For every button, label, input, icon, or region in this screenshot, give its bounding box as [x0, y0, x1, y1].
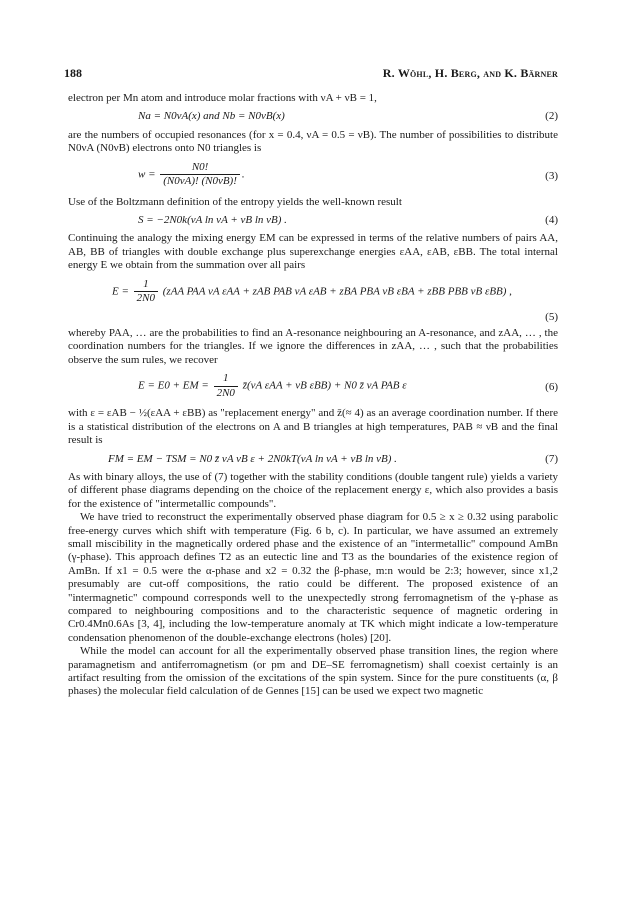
paragraph: As with binary alloys, the use of (7) together with the stability conditions (double tangent rule) yields a variety of different phase diagrams depending on the choice of the replacement energy ε, which also provides a basis for the existence of "intermetallic compounds".: [68, 470, 558, 510]
equation-number: (6): [545, 381, 558, 394]
denominator: (N0νA)! (N0νB)!: [163, 175, 237, 188]
running-authors: R. Wöhl, H. Berg, and K. Bärner: [382, 66, 558, 80]
numerator: 1: [214, 372, 238, 386]
fraction: [214, 372, 238, 400]
equation-4: [68, 214, 558, 227]
numerator: N0!: [160, 161, 240, 175]
equation-2: [68, 110, 558, 123]
equation-number: (7): [545, 452, 558, 465]
fraction: [160, 161, 240, 189]
equation-lhs: w =: [138, 168, 156, 181]
equation-number: (2): [545, 110, 558, 123]
denominator: 2N0: [136, 292, 155, 305]
fraction: [134, 278, 158, 306]
equation-tail: .: [241, 168, 245, 181]
equation-number: (3): [545, 169, 558, 182]
numerator: 1: [134, 278, 158, 292]
paragraph: Use of the Boltzmann definition of the entropy yields the well-known result: [68, 195, 402, 208]
paragraph: While the model can account for all the experimentally observed phase transition lines, the region where paramagnetism and antiferromagnetism (or pm and DE–SE ferromagnetism) shall coexist certainly is an artifact resulting from the omission of the excitations of the spin system. Since for the pure constituents (α, β phases) the molecular field calculation of de Gennes [15] can be used we expect two magnetic: [68, 645, 558, 698]
equation-lhs: E =: [112, 285, 129, 298]
running-header: [64, 66, 558, 82]
equation-number: (4): [545, 214, 558, 227]
equation-body: FM = EM − TSM = N0 z̄ νA νB ε + 2N0kT(νA ln νA + νB ln νB) .: [108, 452, 397, 465]
page-number: 188: [64, 66, 82, 80]
equation-7: [68, 453, 558, 466]
equation-number: (5): [545, 310, 558, 323]
equation-3: [68, 161, 558, 191]
paragraph: with ε = εAB − ½(εAA + εBB) as "replacement energy" and z̄(≈ 4) as an average coordination number. If there is a statistical distribution of the electrons on A and B triangles at high temperatures, PAB ≈ νB and the final result is: [68, 407, 558, 447]
equation-6: [68, 372, 558, 402]
equation-rhs: z̄(νA εAA + νB εBB) + N0 z̄ νA PAB ε: [242, 379, 407, 392]
denominator: 2N0: [216, 386, 235, 399]
paragraph: whereby PAA, … are the probabilities to find an A-resonance neighbouring an A-resonance, and zAA, … , the coordination numbers for the triangles. If we ignore the differences in zAA, … , such that the probabilities observe the sum rules, we recover: [68, 327, 558, 366]
paragraph: electron per Mn atom and introduce molar fractions with νA + νB = 1,: [68, 92, 377, 104]
equation-5: [68, 278, 558, 308]
equation-body: Na = N0νA(x) and Nb = N0νB(x): [138, 110, 285, 123]
body-text: [68, 92, 558, 699]
paragraph: are the numbers of occupied resonances (for x = 0.4, νA = 0.5 = νB). The number of possibilities to distribute N0νA (N0νB) electrons onto N0 triangles is: [68, 128, 558, 155]
paragraph: Continuing the analogy the mixing energy EM can be expressed in terms of the relative numbers of pairs AA, AB, BB of triangles with double exchange plus superexchange energies εAA, εAB, εBB. The total internal energy E we obtain from the summation over all pairs: [68, 232, 558, 272]
equation-rhs: (zAA PAA νA εAA + zAB PAB νA εAB + zBA PBA νB εBA + zBB PBB νB εBB) ,: [162, 285, 512, 298]
equation-lhs: E = E0 + EM =: [138, 379, 209, 392]
paragraph: We have tried to reconstruct the experimentally observed phase diagram for 0.5 ≥ x ≥ 0.32 using parabolic free-energy curves which shift with temperature (Fig. 6 b, c). In particular, we have assumed an extremely small miscibility in the magnetically ordered phase and the existence of an "intermetallic" compound AmBn (γ-phase). This approach defines T2 as an eutectic line and T3 as the boundaries of the existence region of AmBn. If x1 = 0.5 were the α-phase and x2 = 0.32 the β-phase, m:n would be 2:3; however, since x1,2 presumably are cut-off compositions, the ratio could be different. The proposed existence of an "intermagnetic" compound corresponds well to the unexpectedly strong ferromagnetism of the γ-phase as compared to neighbouring compositions and to the characteristic sequence of magnetic ordering in Cr0.4Mn0.6As [3, 4], including the low-temperature anomaly at TK which might indicate a low-temperature condensation phenomenon of the double-exchange electrons (holes) [20].: [68, 511, 558, 644]
equation-body: S = −2N0k(νA ln νA + νB ln νB) .: [138, 214, 287, 227]
